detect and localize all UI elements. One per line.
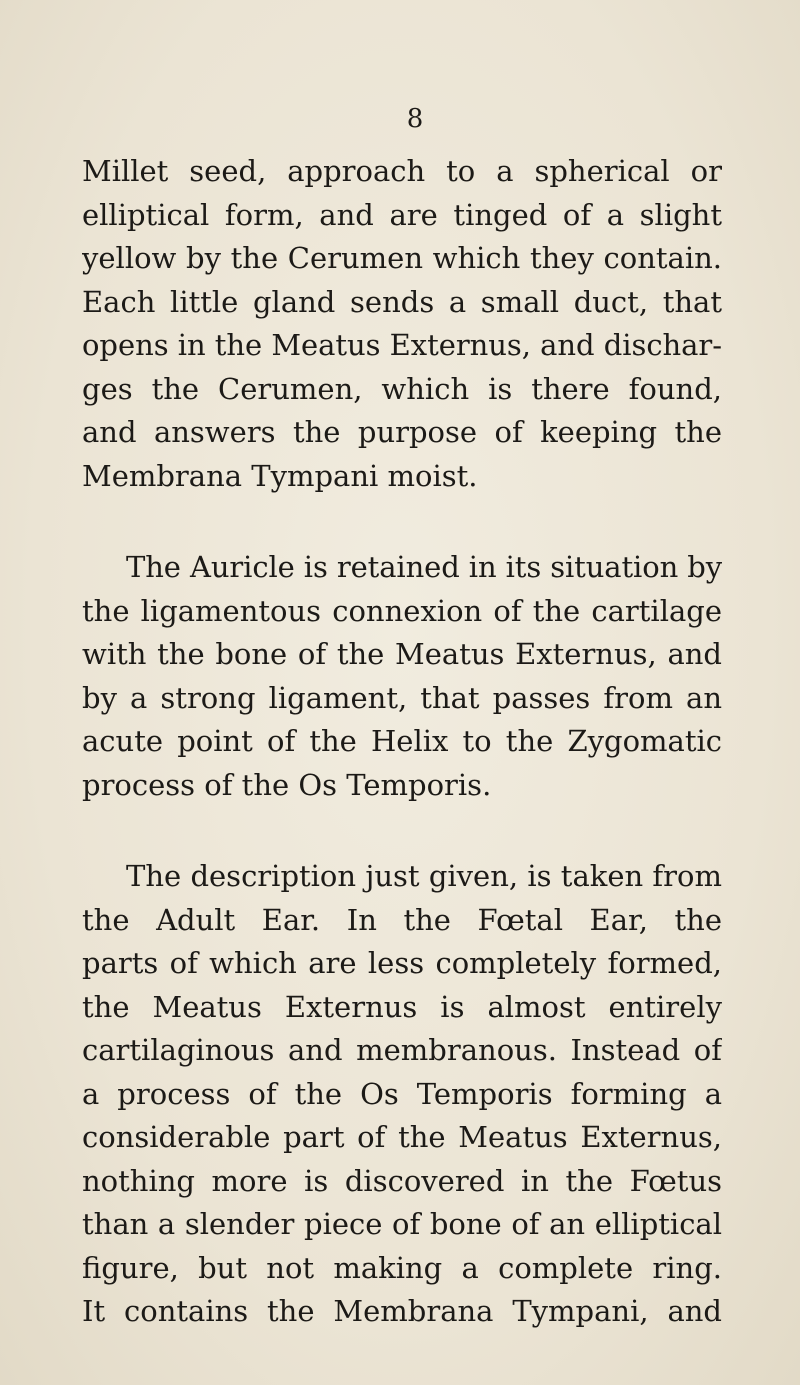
text-line: Millet seed, approach to a spherical or: [82, 154, 722, 188]
text-line: acute point of the Helix to the Zygomatic: [82, 724, 722, 758]
text-line: The description just given, is taken from: [126, 859, 722, 893]
text-line: the Meatus Externus is almost entirely: [82, 989, 722, 1024]
text-line: nothing more is discovered in the Fœtus: [82, 1163, 722, 1198]
text-line: figure, but not making a complete ring.: [82, 1250, 722, 1285]
text-line: Each little gland sends a small duct, that: [82, 284, 722, 319]
text-line: the ligamentous connexion of the cartilage: [82, 593, 722, 628]
text-line: It contains the Membrana Tympani, and: [82, 1294, 722, 1328]
text-line: The Auricle is retained in its situation by: [126, 550, 722, 584]
paragraph-3: [82, 855, 722, 1334]
body-text: [82, 150, 722, 1382]
text-line: process of the Os Temporis.: [82, 767, 492, 802]
paragraph-2: [82, 546, 722, 807]
text-line: with the bone of the Meatus Externus, and: [82, 637, 722, 671]
page-number: 8: [406, 104, 424, 134]
text-line: by a strong ligament, that passes from an: [82, 680, 722, 715]
text-line: than a slender piece of bone of an elliptical: [82, 1207, 722, 1241]
text-line: a process of the Os Temporis forming a: [82, 1076, 722, 1111]
text-line: considerable part of the Meatus Externus,: [82, 1120, 722, 1154]
text-line: the Adult Ear. In the Fœtal Ear, the: [82, 902, 722, 937]
text-line: Membrana Tympani moist.: [82, 458, 478, 493]
text-line: cartilaginous and membranous. Instead of: [82, 1033, 722, 1067]
text-line: opens in the Meatus Externus, and dischar-: [82, 328, 722, 362]
text-line: yellow by the Cerumen which they contain.: [82, 241, 722, 275]
text-line: parts of which are less completely formed,: [82, 946, 722, 980]
text-line: and answers the purpose of keeping the: [82, 415, 722, 449]
text-line: ges the Cerumen, which is there found,: [82, 371, 722, 406]
text-line: elliptical form, and are tinged of a slight: [82, 197, 722, 232]
paragraph-1: [82, 150, 722, 498]
